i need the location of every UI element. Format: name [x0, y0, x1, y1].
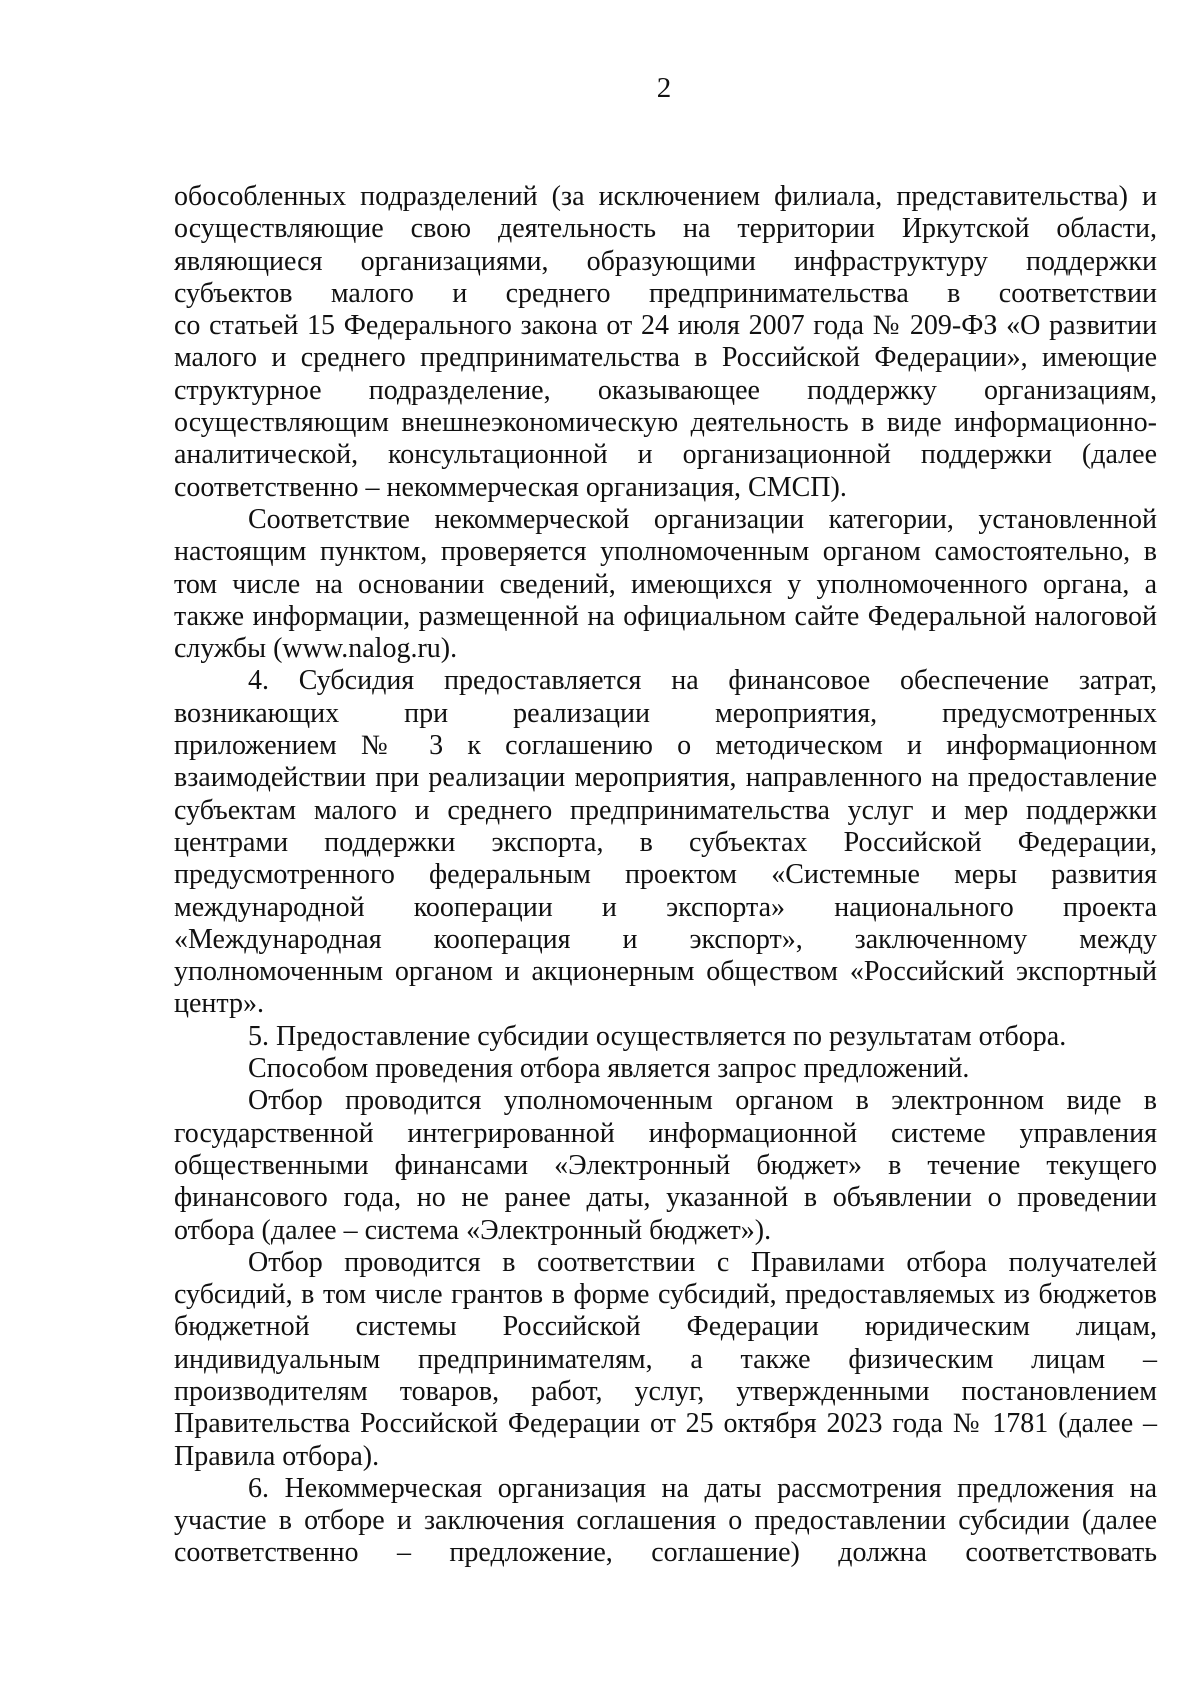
- paragraph: [174, 504, 1157, 665]
- text-line: бюджетной системы Российской Федерации юридическим лицам,: [174, 1311, 1157, 1343]
- text-line: «Международная кооперация и экспорт», заключенному между: [174, 923, 1157, 955]
- text-line: субсидий, в том числе грантов в форме субсидий, предоставляемых из бюджетов: [174, 1279, 1157, 1311]
- text-line: производителям товаров, работ, услуг, утвержденными постановлением: [174, 1375, 1157, 1407]
- text-line: настоящим пунктом, проверяется уполномоченным органом самостоятельно, в: [174, 536, 1157, 568]
- text-line: 6. Некоммерческая организация на даты рассмотрения предложения на: [248, 1472, 1157, 1504]
- text-line: отбора (далее – система «Электронный бюджет»).: [174, 1214, 772, 1246]
- page-number: 2: [656, 72, 672, 104]
- text-line: уполномоченным органом и акционерным обществом «Российский экспортный: [174, 956, 1157, 988]
- paragraph: [174, 665, 1157, 1020]
- text-line: Правила отбора).: [174, 1440, 380, 1472]
- paragraph: [174, 1053, 1157, 1085]
- paragraph: [174, 1247, 1157, 1473]
- text-line: Способом проведения отбора является запрос предложений.: [248, 1053, 970, 1085]
- text-line: малого и среднего предпринимательства в Российской Федерации», имеющие: [174, 342, 1157, 374]
- paragraph: [174, 181, 1157, 504]
- text-line: государственной интегрированной информационной системе управления: [174, 1117, 1157, 1149]
- text-line: предусмотренного федеральным проектом «Системные меры развития: [174, 859, 1157, 891]
- text-line: финансового года, но не ранее даты, указанной в объявлении о проведении: [174, 1182, 1157, 1214]
- text-line: обособленных подразделений (за исключением филиала, представительства) и: [174, 181, 1157, 212]
- text-line: структурное подразделение, оказывающее поддержку организациям,: [174, 374, 1157, 406]
- text-line: участие в отборе и заключения соглашения о предоставлении субсидии (далее: [174, 1505, 1157, 1537]
- text-line: осуществляющим внешнеэкономическую деятельность в виде информационно-: [174, 407, 1157, 439]
- text-line: приложением № 3 к соглашению о методическом и информационном: [174, 730, 1157, 762]
- text-line: 5. Предоставление субсидии осуществляется по результатам отбора.: [248, 1020, 1067, 1052]
- text-line: общественными финансами «Электронный бюджет» в течение текущего: [174, 1149, 1157, 1181]
- text-line: Отбор проводится уполномоченным органом в электронном виде в: [248, 1085, 1157, 1117]
- text-line: индивидуальным предпринимателям, а также физическим лицам –: [174, 1343, 1157, 1375]
- paragraph: [174, 1085, 1157, 1246]
- text-line: аналитической, консультационной и организационной поддержки (далее: [174, 439, 1157, 471]
- text-line: центр».: [174, 988, 264, 1020]
- text-line: центрами поддержки экспорта, в субъектах Российской Федерации,: [174, 826, 1157, 858]
- text-line: соответственно – некоммерческая организация, СМСП).: [174, 471, 847, 503]
- text-line: субъектов малого и среднего предпринимательства в соответствии: [174, 277, 1157, 309]
- text-line: возникающих при реализации мероприятия, предусмотренных: [174, 697, 1157, 729]
- text-line: соответственно – предложение, соглашение) должна соответствовать: [174, 1537, 1157, 1569]
- text-line: Отбор проводится в соответствии с Правилами отбора получателей: [248, 1246, 1157, 1278]
- text-line: субъектам малого и среднего предпринимательства услуг и мер поддержки: [174, 794, 1157, 826]
- text-line: международной кооперации и экспорта» национального проекта: [174, 891, 1157, 923]
- text-line: Соответствие некоммерческой организации категории, установленной: [248, 503, 1157, 535]
- paragraph: [174, 1021, 1157, 1053]
- document-body: [174, 181, 1157, 1570]
- text-line: взаимодействии при реализации мероприятия, направленного на предоставление: [174, 762, 1157, 794]
- text-line: являющиеся организациями, образующими инфраструктуру поддержки: [174, 245, 1157, 277]
- text-line: Правительства Российской Федерации от 25 октября 2023 года № 1781 (далее –: [174, 1408, 1157, 1440]
- text-line: со статьей 15 Федерального закона от 24 июля 2007 года № 209-ФЗ «О развитии: [174, 310, 1157, 342]
- text-line: осуществляющие свою деятельность на территории Иркутской области,: [174, 213, 1157, 245]
- text-line: также информации, размещенной на официальном сайте Федеральной налоговой: [174, 600, 1157, 632]
- paragraph: [174, 1473, 1157, 1570]
- text-line: 4. Субсидия предоставляется на финансовое обеспечение затрат,: [248, 665, 1157, 697]
- text-line: том числе на основании сведений, имеющихся у уполномоченного органа, а: [174, 568, 1157, 600]
- text-line: службы (www.nalog.ru).: [174, 633, 458, 665]
